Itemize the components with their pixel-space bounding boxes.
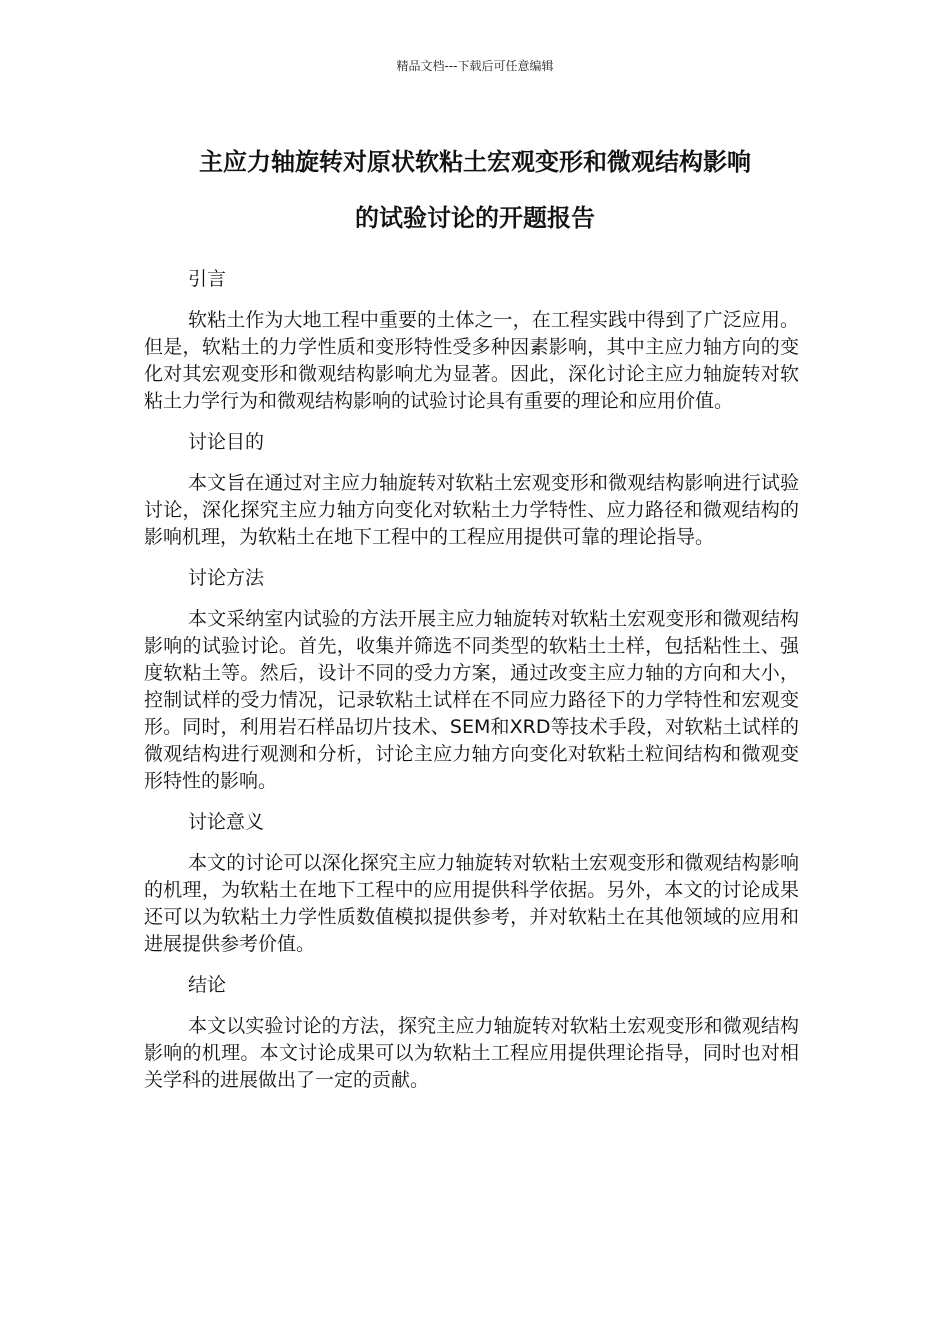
section-significance: [144, 809, 799, 958]
section-conclusion: [144, 972, 799, 1094]
section-heading: 引言: [188, 268, 227, 290]
document-title: [130, 134, 820, 246]
section-heading: 讨论意义: [188, 811, 265, 833]
section-method: [144, 565, 799, 795]
section-purpose: [144, 429, 799, 551]
section-paragraph: 本文以实验讨论的方法，探究主应力轴旋转对软粘土宏观变形和微观结构影响的机理。本文讨论成果可以为软粘土工程应用提供理论指导，同时也对相关学科的进展做出了一定的贡献。: [144, 1015, 799, 1091]
section-heading: 讨论方法: [188, 567, 265, 589]
title-line-1: 主应力轴旋转对原状软粘土宏观变形和微观结构影响: [199, 148, 751, 176]
section-heading: 讨论目的: [188, 431, 265, 453]
section-introduction: [144, 266, 799, 415]
page-header: 精品文档---下载后可任意编辑: [396, 59, 554, 73]
section-paragraph: 本文旨在通过对主应力轴旋转对软粘土宏观变形和微观结构影响进行试验讨论，深化探究主应力轴方向变化对软粘土力学特性、应力路径和微观结构的影响机理，为软粘土在地下工程中的工程应用提供可靠的理论指导。: [144, 472, 799, 548]
document-body: [144, 266, 799, 1108]
title-line-2: 的试验讨论的开题报告: [355, 204, 595, 232]
section-paragraph: 本文的讨论可以深化探究主应力轴旋转对软粘土宏观变形和微观结构影响的机理，为软粘土在地下工程中的应用提供科学依据。另外，本文的讨论成果还可以为软粘土力学性质数值模拟提供参考，并对软粘土在其他领域的应用和进展提供参考价值。: [144, 852, 799, 955]
section-heading: 结论: [188, 974, 227, 996]
section-paragraph: 软粘土作为大地工程中重要的土体之一，在工程实践中得到了广泛应用。但是，软粘土的力学性质和变形特性受多种因素影响，其中主应力轴方向的变化对其宏观变形和微观结构影响尤为显著。因此，深化讨论主应力轴旋转对软粘土力学行为和微观结构影响的试验讨论具有重要的理论和应用价值。: [144, 309, 799, 412]
section-paragraph: 本文采纳室内试验的方法开展主应力轴旋转对软粘土宏观变形和微观结构影响的试验讨论。首先，收集并筛选不同类型的软粘土土样，包括粘性土、强度软粘土等。然后，设计不同的受力方案，通过改变主应力轴的方向和大小，控制试样的受力情况，记录软粘土试样在不同应力路径下的力学特性和宏观变形。同时，利用岩石样品切片技术、SEM和XRD等技术手段，对软粘土试样的微观结构进行观测和分析，讨论主应力轴方向变化对软粘土粒间结构和微观变形特性的影响。: [144, 608, 799, 792]
